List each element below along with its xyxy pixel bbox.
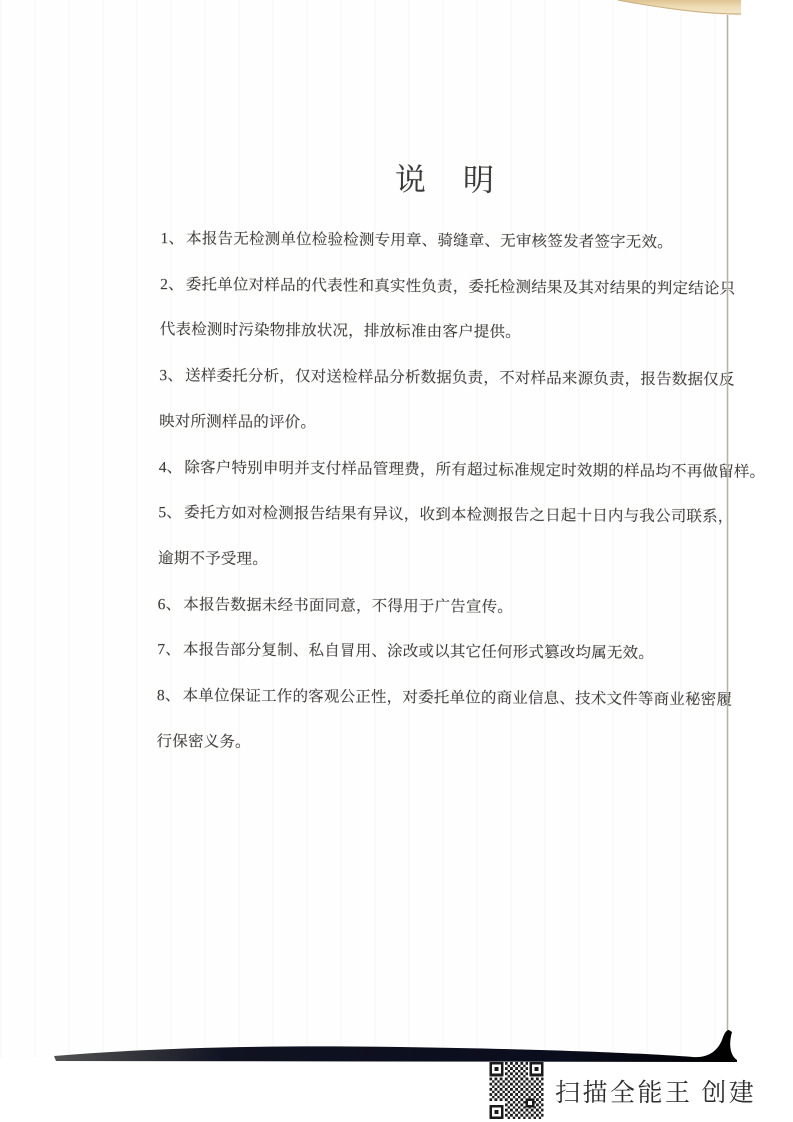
camscanner-watermark xyxy=(489,1062,756,1119)
item-text: 送样委托分析，仅对送检样品分析数据负责，不对样品来源负责，报告数据仅反 xyxy=(185,367,735,389)
notice-item-6 xyxy=(157,582,767,632)
notice-item-3-continued: 映对所测样品的评价。 xyxy=(159,412,317,432)
qr-code-icon xyxy=(489,1062,544,1119)
item-number: 4、 xyxy=(158,458,183,476)
item-number: 6、 xyxy=(157,595,182,613)
item-text: 除客户特别申明并支付样品管理费，所有超过标准规定时效期的样品均不再做留样。 xyxy=(184,458,766,481)
item-number: 2、 xyxy=(160,275,184,294)
item-number: 5、 xyxy=(158,504,183,522)
notice-item-2 xyxy=(160,262,770,312)
notice-item-1 xyxy=(160,216,770,266)
item-text: 委托方如对检测报告结果有异议，收到本检测报告之日起十日内与我公司联系， xyxy=(183,504,734,526)
watermark-label: 扫描全能王 创建 xyxy=(555,1079,757,1107)
item-text: 本报告部分复制、私自冒用、涂改或以其它任何形式篡改均属无效。 xyxy=(182,641,655,663)
notice-item-4 xyxy=(159,445,769,495)
item-number: 1、 xyxy=(160,230,185,248)
item-number: 7、 xyxy=(157,641,182,659)
notice-item-5 xyxy=(158,490,768,540)
notice-item-7 xyxy=(157,627,767,677)
notice-list xyxy=(156,216,770,769)
notice-item-2-continued: 代表检测时污染物排放状况，排放标准由客户提供。 xyxy=(159,321,521,342)
item-number: 3、 xyxy=(159,367,184,385)
item-text: 本单位保证工作的客观公正性，对委托单位的商业信息、技术文件等商业秘密履 xyxy=(182,687,733,709)
item-text: 本报告无检测单位检验检测专用章、骑缝章、无审核签发者签字无效。 xyxy=(186,230,673,252)
page-title: 说 明 xyxy=(394,162,498,198)
item-number: 8、 xyxy=(156,687,181,705)
notice-item-8 xyxy=(157,673,767,723)
notice-item-8-continued: 行保密义务。 xyxy=(156,732,251,751)
notice-item-5-continued: 逾期不予受理。 xyxy=(157,550,268,568)
item-text: 委托单位对样品的代表性和真实性负责，委托检测结果及其对结果的判定结论只 xyxy=(185,276,736,298)
notice-item-3 xyxy=(159,353,769,403)
item-text: 本报告数据未经书面同意，不得用于广告宣传。 xyxy=(183,595,514,616)
